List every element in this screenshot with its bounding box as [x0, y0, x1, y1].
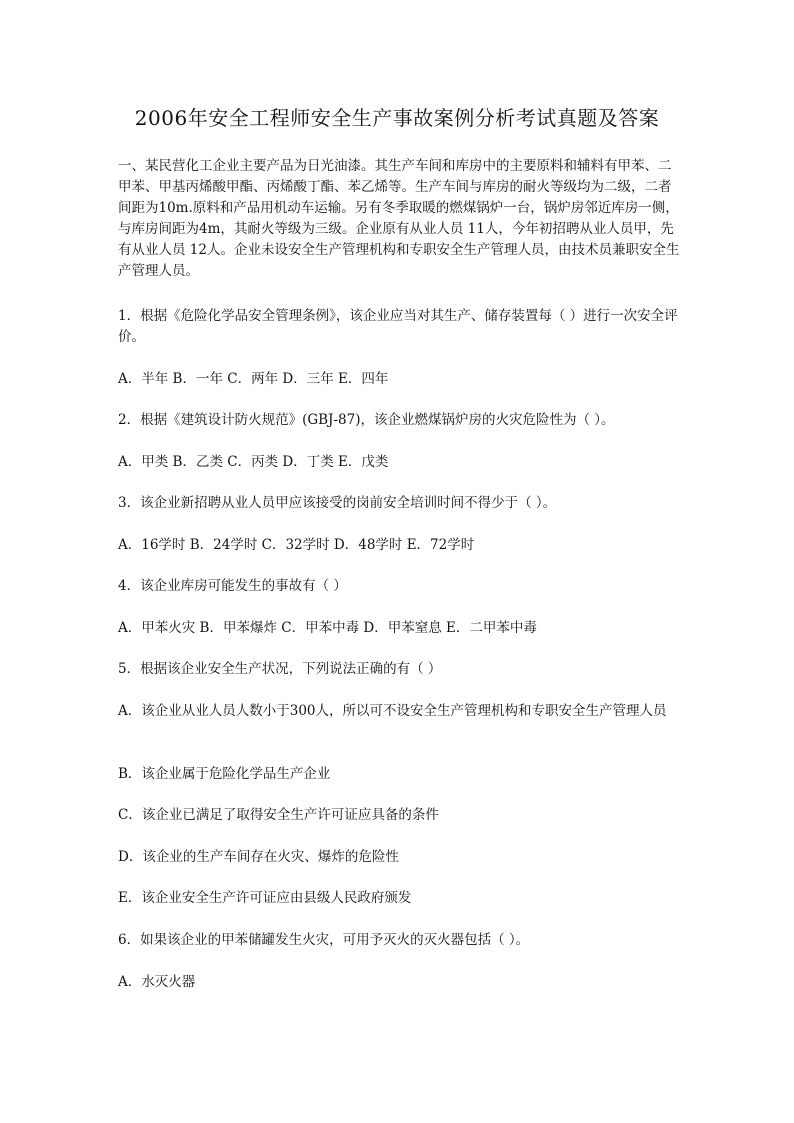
question-2-options: A．甲类 B．乙类 C．丙类 D．丁类 E．戊类 [118, 454, 389, 470]
question-5-option-c: C．该企业已满足了取得安全生产许可证应具备的条件 [118, 807, 439, 823]
question-5-option-b: B．该企业属于危险化学品生产企业 [118, 766, 331, 782]
case-intro-paragraph: 一、某民营化工企业主要产品为日光油漆。其生产车间和库房中的主要原料和辅料有甲苯、二甲苯、甲基丙烯酸甲酯、丙烯酸丁酯、苯乙烯等。生产车间与库房的耐火等级均为二级，二者间距为10m.原料和产品用机动车运输。另有冬季取暖的燃煤锅炉一台，锅炉房邻近库房一侧，与库房间距为4m，其耐火等级为三级。企业原有从业人员 11人，今年初招聘从业人员甲，先有从业人员 12人。企业未设安全生产管理机构和专职安全生产管理人员，由技术员兼职安全生产管理人员。 [118, 158, 680, 279]
question-6: 6．如果该企业的甲苯储罐发生火灾，可用予灭火的灭火器包括（ ）。 [118, 932, 530, 948]
question-4: 4．该企业库房可能发生的事故有（ ） [118, 578, 347, 594]
question-5-option-a: A．该企业从业人员人数小于300人，所以可不设安全生产管理机构和专职安全生产管理人员 [118, 703, 667, 719]
question-3: 3．该企业新招聘从业人员甲应该接受的岗前安全培训时间不得少于（ ）。 [118, 495, 557, 511]
question-1-options: A．半年 B．一年 C．两年 D．三年 E．四年 [118, 371, 389, 387]
question-3-options: A．16学时 B．24学时 C．32学时 D．48学时 E．72学时 [118, 537, 475, 553]
question-5-option-d: D．该企业的生产车间存在火灾、爆炸的危险性 [118, 849, 399, 865]
question-5: 5．根据该企业安全生产状况，下列说法正确的有（ ） [118, 661, 442, 677]
question-5-option-e: E．该企业安全生产许可证应由县级人民政府颁发 [118, 890, 412, 906]
question-4-options: A．甲苯火灾 B．甲苯爆炸 C．甲苯中毒 D．甲苯窒息 E．二甲苯中毒 [118, 620, 537, 636]
document-title: 2006年安全工程师安全生产事故案例分析考试真题及答案 [134, 106, 660, 130]
question-1: 1．根据《危险化学品安全管理条例》，该企业应当对其生产、储存装置每（ ）进行一次安全评价。 [118, 308, 678, 345]
question-2: 2．根据《建筑设计防火规范》(GBJ-87)，该企业燃煤锅炉房的火灾危险性为（ ）。 [118, 412, 615, 428]
question-6-option-a: A．水灭火器 [118, 974, 196, 990]
